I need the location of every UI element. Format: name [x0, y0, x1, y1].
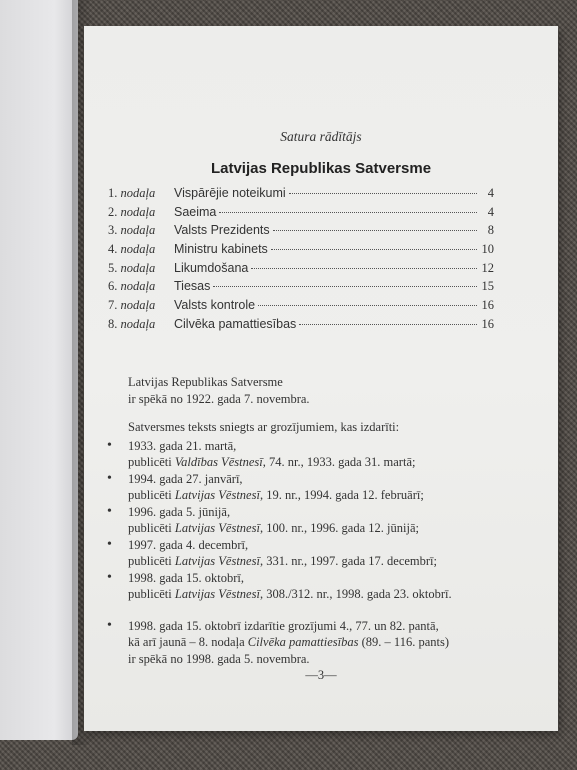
- amendment-publication: publicēti Latvijas Vēstnesī, 331. nr., 1997. gada 17. decembrī;: [128, 554, 437, 568]
- toc-dot-leader: [289, 193, 477, 194]
- amendment-publication: publicēti Latvijas Vēstnesī, 100. nr., 1996. gada 12. jūnijā;: [128, 521, 419, 535]
- toc-page-number: 16: [481, 316, 494, 331]
- amendment-publication: publicēti Latvijas Vēstnesī, 308./312. nr., 1998. gada 23. oktobrī.: [128, 587, 452, 601]
- toc-page-number: 12: [481, 260, 494, 275]
- toc-chapter-title: Valsts kontrole: [174, 298, 256, 313]
- page-number: —3—: [305, 668, 337, 682]
- toc-page-number: 10: [481, 242, 494, 257]
- note-entry: [107, 617, 528, 668]
- amendment-date: 1996. gada 5. jūnijā,: [128, 504, 231, 519]
- toc-chapter-number: 4. nodaļa: [108, 242, 156, 257]
- toc-chapter-title: Ministru kabinets: [174, 242, 268, 257]
- toc-dot-leader: [271, 249, 477, 250]
- amendment-publication: publicēti Valdības Vēstnesī, 74. nr., 1933. gada 31. martā;: [128, 455, 416, 469]
- note-line-1: 1998. gada 15. oktobrī izdarītie grozījumi 4., 77. un 82. pantā,: [128, 618, 439, 633]
- toc-page-number: 8: [487, 223, 494, 238]
- bullet-icon: •: [107, 536, 112, 552]
- amendment-entry: [107, 437, 528, 471]
- toc-row: [108, 242, 494, 261]
- table-of-contents: [108, 186, 494, 336]
- document-page: [84, 26, 558, 731]
- toc-row: [108, 223, 494, 242]
- amendment-date: 1994. gada 27. janvārī,: [128, 471, 243, 486]
- left-page: [0, 0, 78, 740]
- bullet-icon: •: [107, 569, 112, 585]
- intro-line-1: Latvijas Republikas Satversme: [128, 375, 283, 389]
- toc-chapter-title: Cilvēka pamattiesības: [174, 316, 297, 331]
- toc-chapter-number: 5. nodaļa: [108, 260, 156, 275]
- toc-row: [108, 317, 494, 336]
- toc-chapter-number: 6. nodaļa: [108, 279, 156, 294]
- toc-row: [108, 261, 494, 280]
- toc-chapter-number: 8. nodaļa: [108, 316, 156, 331]
- note-line-3: ir spēkā no 1998. gada 5. novembra.: [128, 651, 310, 666]
- toc-chapter-title: Saeima: [174, 204, 217, 219]
- toc-chapter-title: Tiesas: [174, 279, 211, 294]
- intro-line-2: ir spēkā no 1922. gada 7. novembra.: [128, 391, 310, 406]
- amendment-date: 1998. gada 15. oktobrī,: [128, 570, 244, 585]
- amendment-entry: [107, 569, 528, 603]
- bullet-icon: •: [107, 437, 112, 453]
- toc-dot-leader: [251, 268, 477, 269]
- toc-dot-leader: [213, 286, 477, 287]
- amendments-heading: Satversmes teksts sniegts ar grozījumiem, kas izdarīti:: [128, 420, 400, 434]
- toc-dot-leader: [258, 305, 477, 306]
- toc-chapter-title: Likumdošana: [174, 260, 249, 275]
- amendments-list: [107, 437, 528, 603]
- toc-dot-leader: [219, 212, 477, 213]
- toc-dot-leader: [273, 230, 477, 231]
- toc-page-number: 4: [487, 204, 494, 219]
- bullet-icon: •: [107, 503, 112, 519]
- bullet-icon: •: [107, 617, 112, 633]
- toc-page-number: 16: [481, 298, 494, 313]
- body-text: [107, 374, 528, 667]
- toc-row: [108, 205, 494, 224]
- book-title: Latvijas Republikas Satversme: [210, 160, 432, 177]
- bullet-icon: •: [107, 470, 112, 486]
- amendment-entry: [107, 503, 528, 537]
- toc-chapter-title: Valsts Prezidents: [174, 223, 270, 238]
- toc-chapter-number: 1. nodaļa: [108, 186, 156, 200]
- toc-heading: Satura rādītājs: [280, 129, 362, 144]
- amendment-entry: [107, 536, 528, 570]
- amendment-entry: [107, 470, 528, 504]
- toc-row: [108, 279, 494, 298]
- toc-page-number: 4: [487, 186, 494, 200]
- amendment-date: 1933. gada 21. martā,: [128, 438, 237, 453]
- intro-paragraph: [128, 374, 528, 407]
- toc-chapter-number: 7. nodaļa: [108, 298, 156, 313]
- toc-row: [108, 298, 494, 317]
- amendment-publication: publicēti Latvijas Vēstnesī, 19. nr., 1994. gada 12. februārī;: [128, 488, 424, 502]
- toc-chapter-title: Vispārējie noteikumi: [174, 186, 286, 200]
- amendments-section: [107, 419, 528, 603]
- toc-page-number: 15: [481, 279, 494, 294]
- toc-row: [108, 186, 494, 205]
- amendment-date: 1997. gada 4. decembrī,: [128, 537, 249, 552]
- toc-chapter-number: 3. nodaļa: [108, 223, 156, 238]
- toc-dot-leader: [299, 324, 477, 325]
- note-line-2: kā arī jaunā – 8. nodaļa Cilvēka pamattiesības (89. – 116. pants): [128, 635, 449, 649]
- toc-chapter-number: 2. nodaļa: [108, 204, 156, 219]
